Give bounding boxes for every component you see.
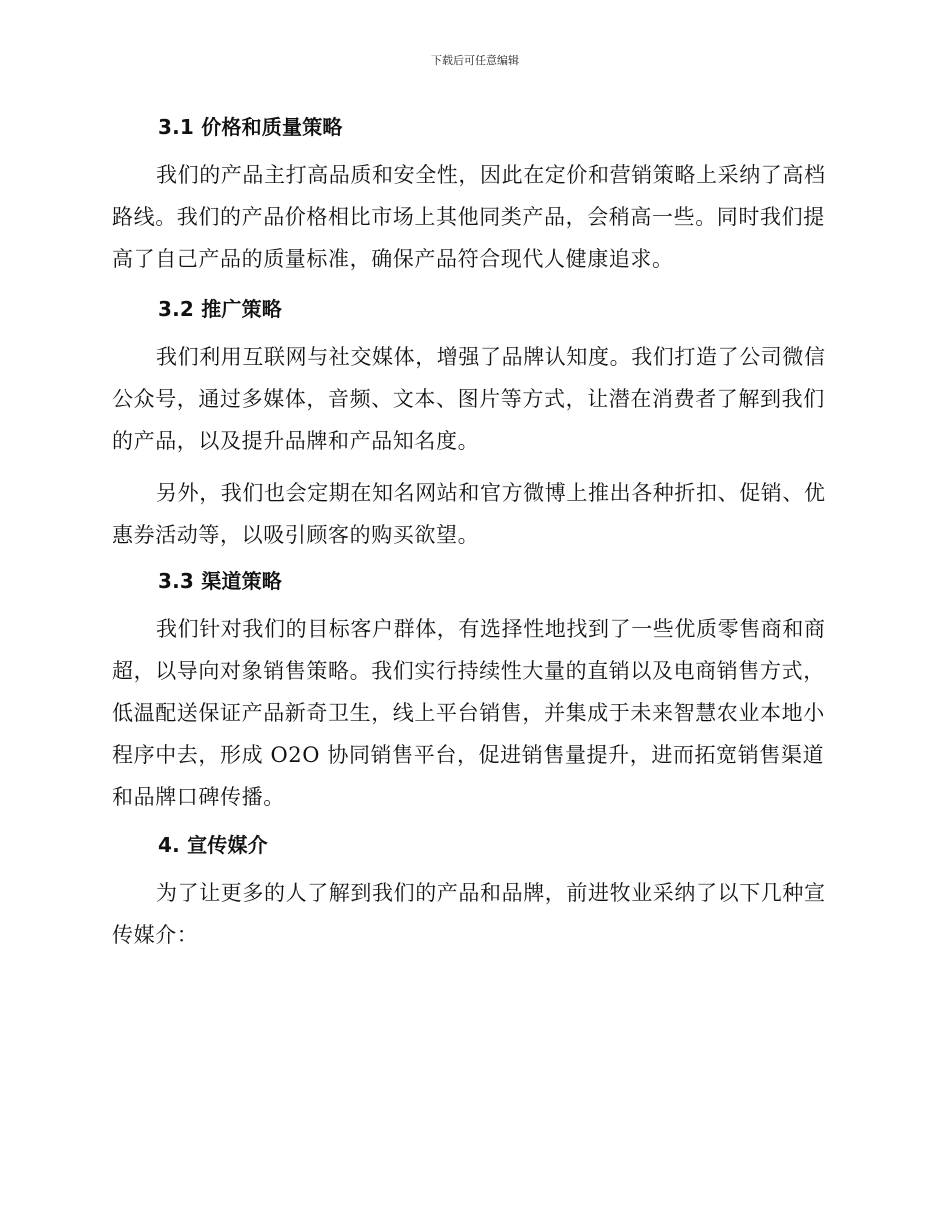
section-heading-3-3: 3.3 渠道策略 (158, 569, 282, 593)
paragraph-promotion-2: 另外，我们也会定期在知名网站和官方微博上推出各种折扣、促销、优惠券活动等，以吸引顾客的购买欲望。 (112, 481, 826, 547)
paragraph-media: 为了让更多的人了解到我们的产品和品牌，前进牧业采纳了以下几种宣传媒介： (112, 881, 826, 947)
section-heading-3-2: 3.2 推广策略 (158, 297, 282, 321)
section-heading-4: 4. 宣传媒介 (158, 833, 268, 857)
paragraph-channel: 我们针对我们的目标客户群体，有选择性地找到了一些优质零售商和商超，以导向对象销售策略。我们实行持续性大量的直销以及电商销售方式，低温配送保证产品新奇卫生，线上平台销售，并集成于未来智慧农业本地小程序中去，形成 O2O 协同销售平台，促进销售量提升，进而拓宽销售渠道和品牌口碑传播。 (112, 617, 826, 809)
paragraph-promotion-1: 我们利用互联网与社交媒体，增强了品牌认知度。我们打造了公司微信公众号，通过多媒体，音频、文本、图片等方式，让潜在消费者了解到我们的产品，以及提升品牌和产品知名度。 (112, 345, 826, 453)
paragraph-price-quality: 我们的产品主打高品质和安全性，因此在定价和营销策略上采纳了高档路线。我们的产品价格相比市场上其他同类产品，会稍高一些。同时我们提高了自己产品的质量标准，确保产品符合现代人健康追求。 (112, 163, 826, 271)
section-heading-3-1: 3.1 价格和质量策略 (158, 115, 343, 139)
header-note: 下载后可任意编辑 (431, 54, 519, 67)
document-body (112, 112, 830, 956)
